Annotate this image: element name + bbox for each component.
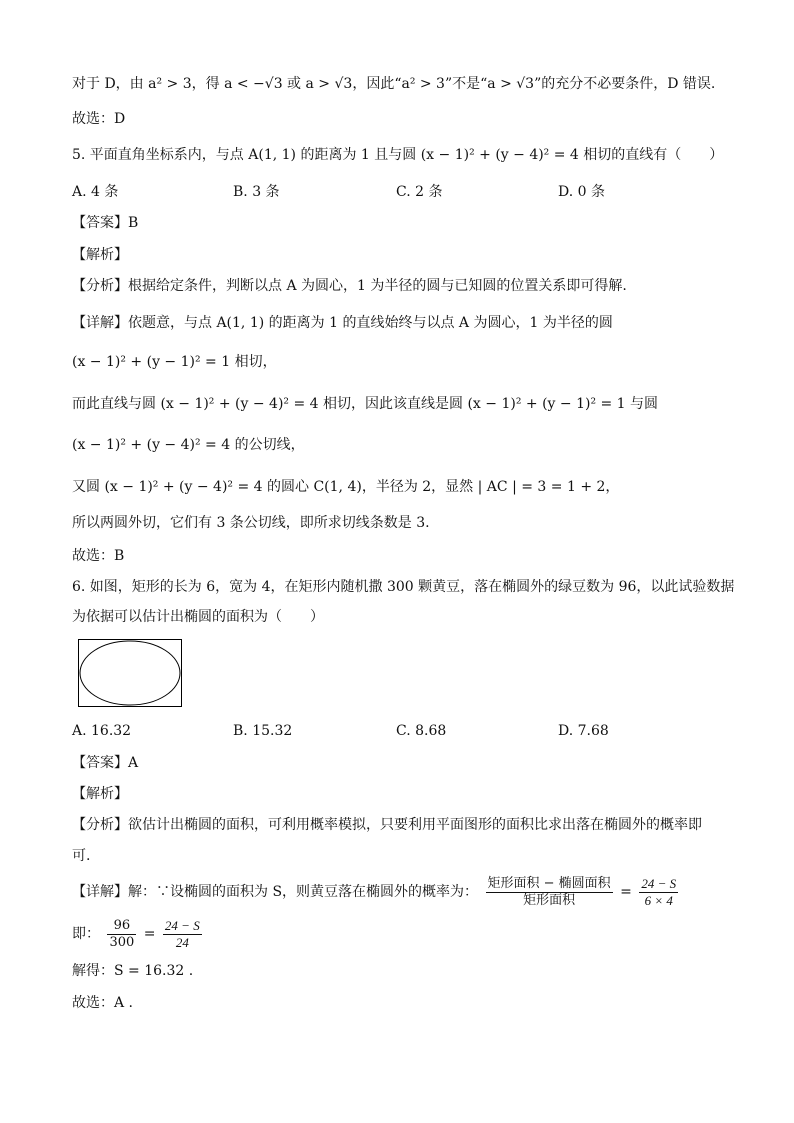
- q6-choice: 故选：A .: [72, 995, 134, 1011]
- q5-detail-3: 而此直线与圆 (x − 1)² + (y − 4)² = 4 相切，因此该直线是圆 (x − 1)² + (y − 1)² = 1 与圆: [72, 396, 659, 412]
- fraction-numerator: 96: [107, 918, 136, 935]
- fraction-numerator: 24 − S: [164, 917, 200, 933]
- fraction-denominator: 矩形面积: [523, 892, 576, 908]
- q6-option-a: A. 16.32: [72, 723, 132, 739]
- fraction-numerator: 矩形面积 − 椭圆面积: [487, 875, 611, 891]
- q6-ji-prefix: 即：: [72, 926, 100, 942]
- q5-option-a: A. 4 条: [72, 184, 119, 200]
- fraction-numerator: 24 − S: [641, 875, 677, 891]
- equals-sign: =: [143, 926, 156, 942]
- question-6-stem-2: 为依据可以估计出椭圆的面积为（ ）: [72, 609, 324, 625]
- fraction-denominator: 6 × 4: [644, 892, 673, 908]
- rectangle-shape: [79, 640, 182, 707]
- area-ratio-fraction: [486, 876, 613, 909]
- q5-analysis-heading: 【解析】: [72, 247, 128, 263]
- question-5-stem: 5. 平面直角坐标系内，与点 A(1, 1) 的距离为 1 且与圆 (x − 1)² + (y − 4)² = 4 相切的直线有（ ）: [72, 147, 724, 163]
- probability-fraction: [639, 876, 678, 909]
- q5-analysis: 【分析】根据给定条件，判断以点 A 为圆心，1 为半径的圆与已知圆的位置关系即可得解.: [72, 278, 627, 294]
- q6-analysis-2: 可.: [72, 848, 91, 864]
- q5-option-c: C. 2 条: [396, 184, 443, 200]
- q5-option-d: D. 0 条: [558, 184, 605, 200]
- q6-answer: 【答案】A: [72, 755, 139, 771]
- q5-detail-6: 所以两圆外切，它们有 3 条公切线，即所求切线条数是 3.: [72, 515, 430, 531]
- q6-detail-prefix: 【详解】解：∵设椭圆的面积为 S，则黄豆落在椭圆外的概率为：: [72, 884, 479, 900]
- q5-detail-2: (x − 1)² + (y − 1)² = 1 相切，: [72, 354, 277, 370]
- fraction-denominator: 24: [175, 934, 189, 950]
- observed-fraction: [107, 918, 136, 951]
- q5-detail-5: 又圆 (x − 1)² + (y − 4)² = 4 的圆心 C(1, 4)，半径为 2，显然 | AC | = 3 = 1 + 2，: [72, 479, 620, 495]
- area-fraction: [163, 918, 202, 951]
- fraction-denominator: 300: [109, 934, 135, 950]
- q6-solution: 解得：S = 16.32 .: [72, 963, 194, 979]
- q5-answer: 【答案】B: [72, 215, 139, 231]
- q6-option-d: D. 7.68: [558, 723, 609, 739]
- q6-detail-1: [72, 874, 681, 910]
- q5-detail-4: (x − 1)² + (y − 4)² = 4 的公切线，: [72, 437, 305, 453]
- q5-detail-1: 【详解】依题意，与点 A(1, 1) 的距离为 1 的直线始终与以点 A 为圆心，1 为半径的圆: [72, 315, 613, 331]
- q5-choice: 故选：B: [72, 548, 125, 564]
- rectangle-ellipse-figure: [78, 639, 182, 707]
- ellipse-shape: [80, 641, 180, 705]
- equals-sign: =: [620, 884, 632, 900]
- q6-analysis-1: 【分析】欲估计出椭圆的面积，可利用概率模拟，只要利用平面图形的面积比求出落在椭圆外的概率即: [72, 817, 702, 833]
- q6-option-c: C. 8.68: [396, 723, 447, 739]
- q6-analysis-heading: 【解析】: [72, 786, 128, 802]
- question-6-stem-1: 6. 如图，矩形的长为 6，宽为 4，在矩形内随机撒 300 颗黄豆，落在椭圆外的绿豆数为 96，以此试验数据: [72, 579, 735, 595]
- q6-option-b: B. 15.32: [233, 723, 293, 739]
- answer-choice-line: 故选：D: [72, 111, 126, 127]
- q5-option-b: B. 3 条: [233, 184, 280, 200]
- q6-detail-2: [72, 916, 205, 952]
- text-line: 对于 D，由 a² > 3，得 a < −√3 或 a > √3，因此“a² > 3”不是“a > √3”的充分不必要条件，D 错误.: [72, 76, 716, 92]
